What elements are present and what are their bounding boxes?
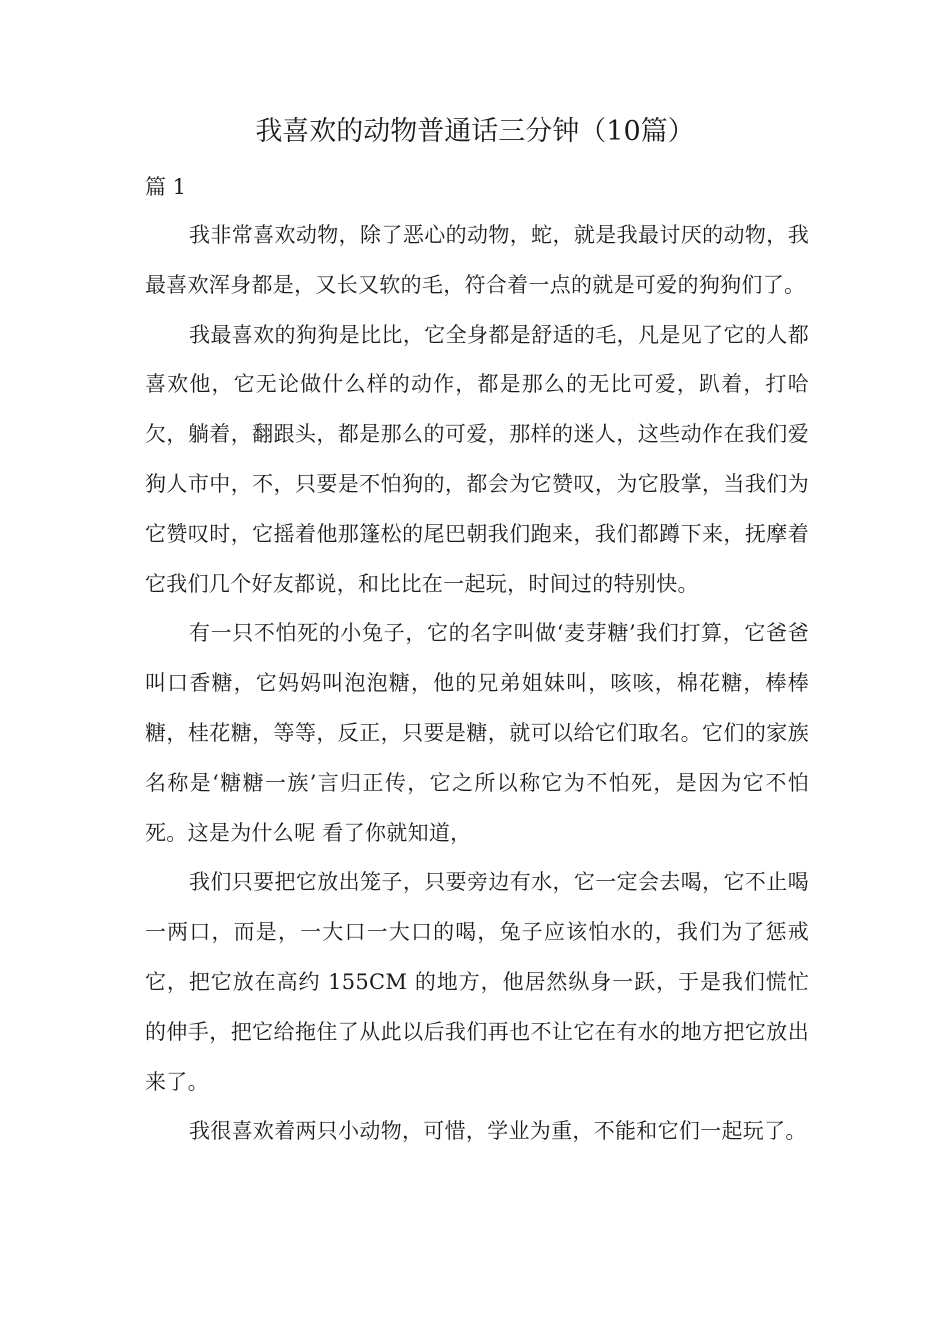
body-text — [145, 211, 809, 1157]
document-title: 我喜欢的动物普通话三分钟（10篇） — [255, 116, 695, 147]
paragraph-5: 我很喜欢着两只小动物，可惜，学业为重，不能和它们一起玩了。 — [189, 1119, 807, 1144]
paragraph-3: 有一只不怕死的小兔子，它的名字叫做‘麦芽糖’我们打算，它爸爸叫口香糖，它妈妈叫泡泡糖，他的兄弟姐妹叫，咳咳，棉花糖，棒棒糖，桂花糖，等等，反正，只要是糖，就可以给它们取名。它们的家族名称是‘糖糖一族’言归正传，它之所以称它为不怕死，是因为它不怕死。这是为什么呢 看了你就知道， — [145, 621, 809, 845]
paragraph-4: 我们只要把它放出笼子，只要旁边有水，它一定会去喝，它不止喝一两口，而是，一大口一大口的喝，兔子应该怕水的，我们为了惩戒它，把它放在高约 155CM 的地方，他居然纵身一跃，于是我们慌忙的伸手，把它给拖住了从此以后我们再也不让它在有水的地方把它放出来了。 — [145, 870, 809, 1094]
paragraph-1: 我非常喜欢动物，除了恶心的动物，蛇，就是我最讨厌的动物，我最喜欢浑身都是，又长又软的毛，符合着一点的就是可爱的狗狗们了。 — [145, 223, 809, 297]
section-heading: 篇 1 — [145, 175, 187, 199]
paragraph-2: 我最喜欢的狗狗是比比，它全身都是舒适的毛，凡是见了它的人都喜欢他，它无论做什么样的动作，都是那么的无比可爱，趴着，打哈欠，躺着，翻跟头，都是那么的可爱，那样的迷人，这些动作在我们爱狗人市中，不，只要是不怕狗的，都会为它赞叹，为它股掌，当我们为它赞叹时，它摇着他那篷松的尾巴朝我们跑来，我们都蹲下来，抚摩着它我们几个好友都说，和比比在一起玩，时间过的特别快。 — [145, 322, 809, 596]
